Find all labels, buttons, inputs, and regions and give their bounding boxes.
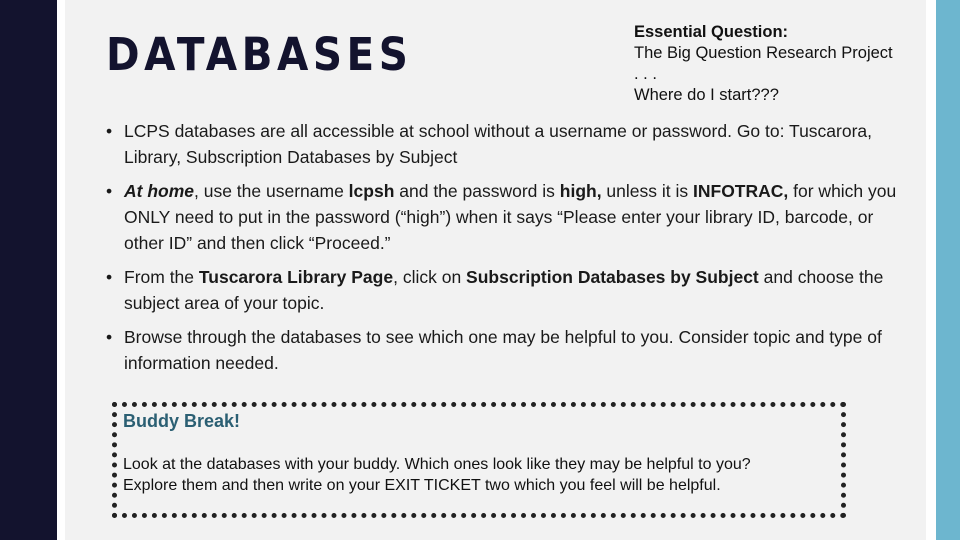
bullet-text: and choose the subject area of your topic. [124, 267, 884, 313]
essential-question [634, 22, 926, 106]
infotrac-label: INFOTRAC, [693, 181, 789, 201]
password-value: high, [559, 181, 602, 201]
right-accent-bar [936, 0, 960, 540]
bullet-item [106, 324, 906, 376]
bullet-item [106, 118, 906, 170]
bullet-text: and the password is [394, 181, 560, 201]
bullet-text: From the [124, 267, 199, 287]
bullet-text: for which you ONLY need to put in the password (“high”) when it says “Please enter your library ID, barcode, or other ID” and then click “Proceed.” [124, 181, 897, 253]
buddy-break-text [123, 454, 841, 496]
buddy-break-line: Explore them and then write on your EXIT TICKET two which you feel will be helpful. [123, 477, 721, 494]
buddy-break-box [112, 402, 846, 518]
bullet-text: Browse through the databases to see which one may be helpful to you. Consider topic and type of information needed. [124, 327, 882, 373]
essential-question-line: . . . [634, 65, 657, 83]
essential-question-line: The Big Question Research Project [634, 44, 893, 62]
at-home-label: At home [124, 181, 194, 201]
essential-question-line: Where do I start??? [634, 86, 779, 104]
buddy-break-title: Buddy Break! [123, 411, 241, 431]
bullet-item [106, 178, 906, 256]
library-page-label: Tuscarora Library Page [198, 267, 394, 287]
essential-question-heading: Essential Question: [634, 23, 789, 41]
databases-link-label: Subscription Databases by Subject [466, 267, 759, 287]
bullet-item [106, 264, 906, 316]
username-value: lcpsh [348, 181, 395, 201]
left-accent-bar [0, 0, 57, 540]
slide-title: DATABASES [106, 28, 413, 81]
bullet-text: , click on [393, 267, 467, 287]
bullet-text: LCPS databases are all accessible at school without a username or password. Go to: Tuscarora, Library, Subscription Databases by Subject [124, 121, 873, 167]
bullet-text: , use the username [194, 181, 349, 201]
bullet-list [106, 118, 906, 384]
buddy-break-line: Look at the databases with your buddy. Which ones look like they may be helpful to you? [123, 456, 751, 473]
bullet-text: unless it is [601, 181, 693, 201]
